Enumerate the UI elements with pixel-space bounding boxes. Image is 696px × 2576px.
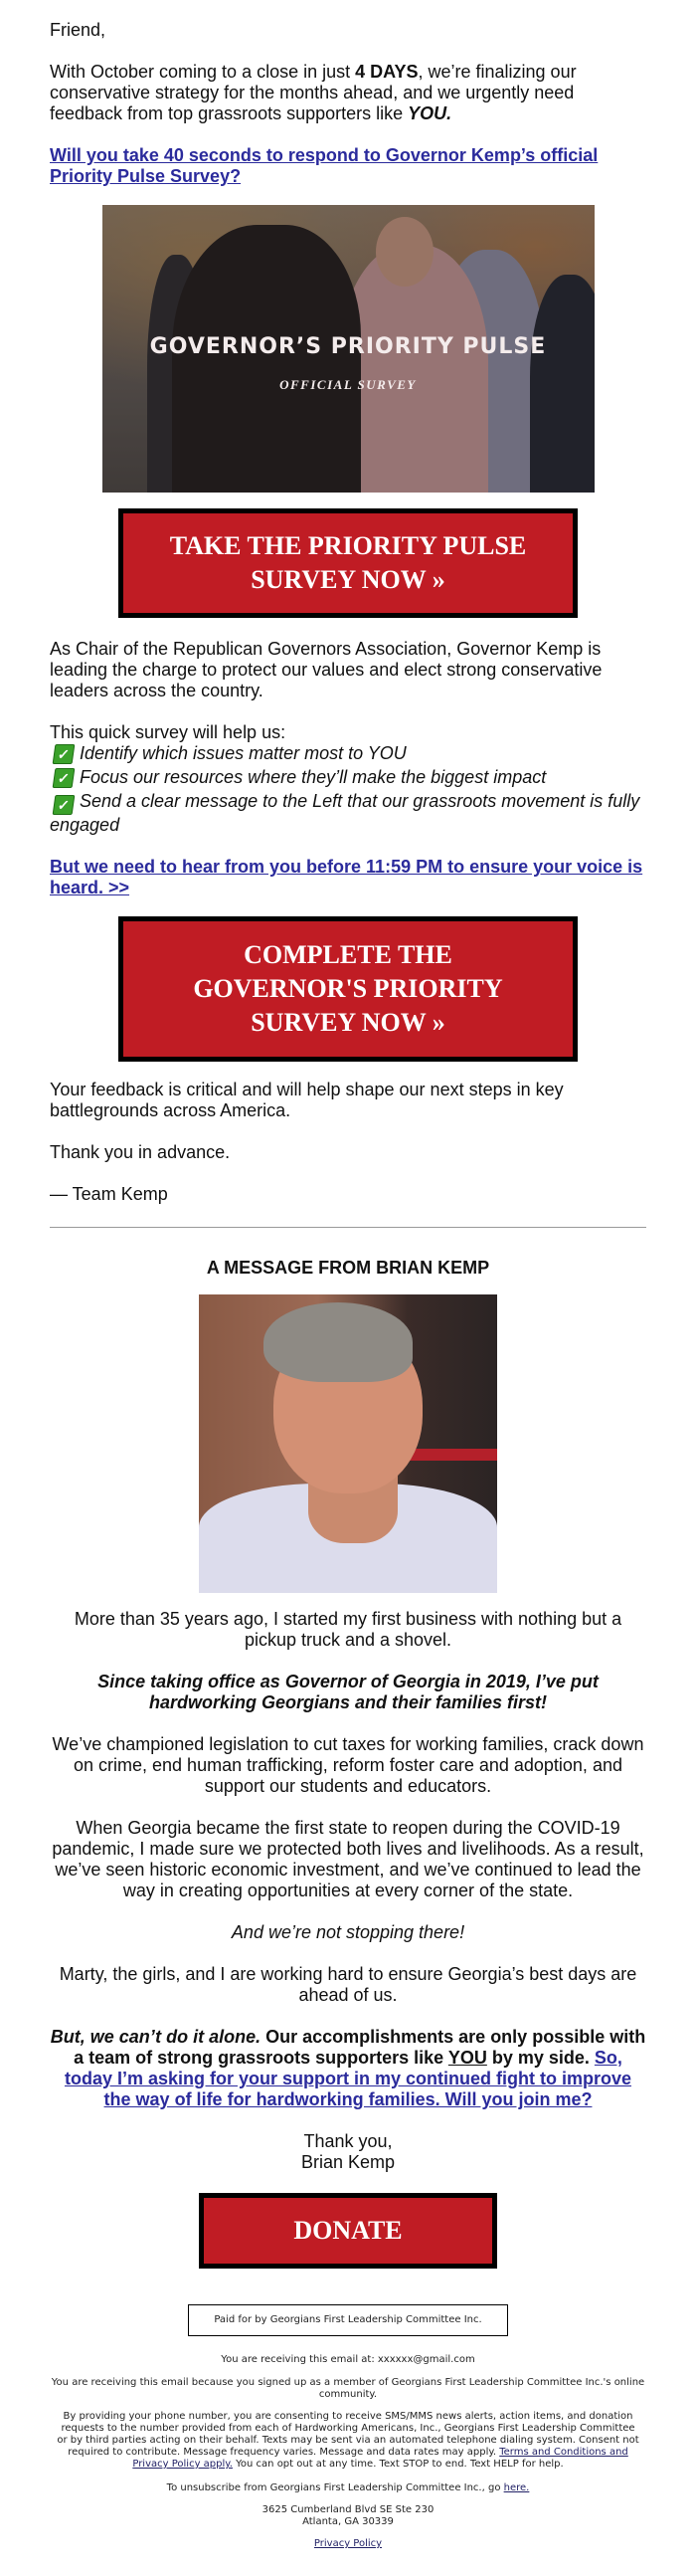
unsubscribe-link[interactable]: here. [503,2482,530,2493]
footer [0,2304,696,2576]
donate-button[interactable]: DONATE [199,2193,497,2269]
hero-image [102,205,595,493]
button-line: GOVERNOR'S PRIORITY [193,974,503,1003]
terms-privacy-link[interactable]: Terms and Conditions and Privacy Policy apply. [132,2447,628,2470]
message-p2: Since taking office as Governor of Georgia in 2019, I’ve put hardworking Georgians and their families first! [97,1672,599,1712]
list-item [50,767,646,788]
sms-text: By providing your phone number, you are consenting to receive SMS/MMS news alerts, action items, and donation requests to the number provided from each of Hardworking Americans, Inc., Georgians First Leadership Committee or by third parties acting on their behalf. Texts may be sent via an automated telephone dialing system. Consent not required to contribute. Message frequency varies. Message and data rates may apply. [57,2411,639,2458]
hero-title: GOVERNOR’S PRIORITY PULSE [149,334,547,359]
signoff-text: — Team Kemp [50,1184,168,1204]
message-p1: More than 35 years ago, I started my first business with nothing but a pickup truck and a shovel. [74,1609,622,1650]
brian-kemp-portrait [199,1294,497,1593]
survey-details [0,639,696,898]
paid-for-text: Paid for by Georgians First Leadership Committee Inc. [214,2314,482,2325]
you-underlined: YOU [447,2048,487,2068]
address-line-1: 3625 Cumberland Blvd SE Ste 230 [261,2504,435,2515]
intro-text: With October coming to a close in just [50,62,356,82]
unsubscribe-text [0,2482,696,2494]
join-me-link[interactable]: So, today I’m asking for your support in my continued fight to improve the way of life for hardworking families. Will you join me? [64,2048,632,2109]
feedback-paragraph: Your feedback is critical and will help shape our next steps in key battlegrounds across America. [50,1080,564,1120]
list-item [50,743,646,764]
complete-survey-button[interactable] [118,916,578,1062]
take-survey-button[interactable]: TAKE THE PRIORITY PULSE SURVEY NOW » [118,508,578,618]
you-emphasis: YOU. [408,103,452,123]
portrait-bg-stripe [408,1449,497,1461]
list-item-text: Focus our resources where they’ll make the biggest impact [80,767,547,787]
hero-subtitle: OFFICIAL SURVEY [279,377,417,392]
rga-paragraph: As Chair of the Republican Governors Association, Governor Kemp is leading the charge to protect our values and elect strong conservative leaders across the country. [50,639,603,700]
address-line-2: Atlanta, GA 30339 [302,2516,394,2527]
check-box-icon: ✓ [53,768,76,788]
signed-up-text: You are receiving this email because you signed up as a member of Georgians First Leadership Committee Inc.'s online community. [51,2377,645,2400]
check-box-icon: ✓ [53,744,76,764]
closing-section [0,1080,696,1205]
message-p6: Marty, the girls, and I are working hard to ensure Georgia’s best days are ahead of us. [59,1964,637,2005]
privacy-policy-link[interactable]: Privacy Policy [313,2538,383,2549]
deadline-link[interactable]: But we need to hear from you before 11:59 PM to ensure your voice is heard. >> [50,857,643,897]
receiving-at-text: You are receiving this email at: xxxxxx@gmail.com [221,2354,475,2365]
list-item-text: Identify which issues matter most to YOU [80,743,407,763]
list-intro: This quick survey will help us: [50,722,286,742]
closing-thanks: Thank you, [303,2131,393,2151]
sms-text-after: You can opt out at any time. Text STOP to end. Text HELP for help. [232,2459,564,2470]
unsubscribe-label: To unsubscribe from Georgians First Leadership Committee Inc., go [166,2482,504,2493]
intro-paragraph [50,62,646,124]
thanks-text: Thank you in advance. [50,1142,231,1162]
button-line: COMPLETE THE [244,940,452,969]
message-title: A MESSAGE FROM BRIAN KEMP [206,1258,490,1278]
message-body [0,1609,696,2173]
days-emphasis: 4 DAYS [355,62,419,82]
list-item [50,791,646,836]
message-p3: We’ve championed legislation to cut taxes for working families, crack down on crime, end human trafficking, reform foster care and adoption, and support our students and educators. [52,1734,644,1796]
check-box-icon: ✓ [53,795,76,815]
signature: Brian Kemp [300,2152,396,2172]
message-emphasis: But, we can’t do it alone. [50,2027,261,2047]
button-line: SURVEY NOW » [251,1008,445,1037]
greeting: Friend, [50,20,106,40]
message-text: Our accomplishments are only possible with a team of strong grassroots supporters like [74,2027,646,2068]
sms-consent-text [0,2411,696,2471]
hero-image-link[interactable] [0,205,696,493]
message-p5: And we’re not stopping there! [231,1922,465,1942]
intro-text-cont: , we’re finalizing our conservative strategy for the months ahead, and we urgently need feedback from top grassroots supporters like [50,62,577,123]
message-p7 [50,2027,646,2110]
message-text: by my side. [486,2048,595,2068]
list-item-text: Send a clear message to the Left that our grassroots movement is fully engaged [50,791,640,835]
paid-for-disclaimer [188,2304,508,2336]
message-p4: When Georgia became the first state to reopen during the COVID-19 pandemic, I made sure we protected both lives and livelihoods. As a result, we’ve seen historic economic investment, and we’ve continued to lead the way in creating opportunities at every corner of the state. [52,1818,644,1900]
intro-section [0,20,696,187]
survey-link[interactable]: Will you take 40 seconds to respond to Governor Kemp’s official Priority Pulse Survey? [50,145,599,186]
portrait-hair [263,1302,413,1382]
